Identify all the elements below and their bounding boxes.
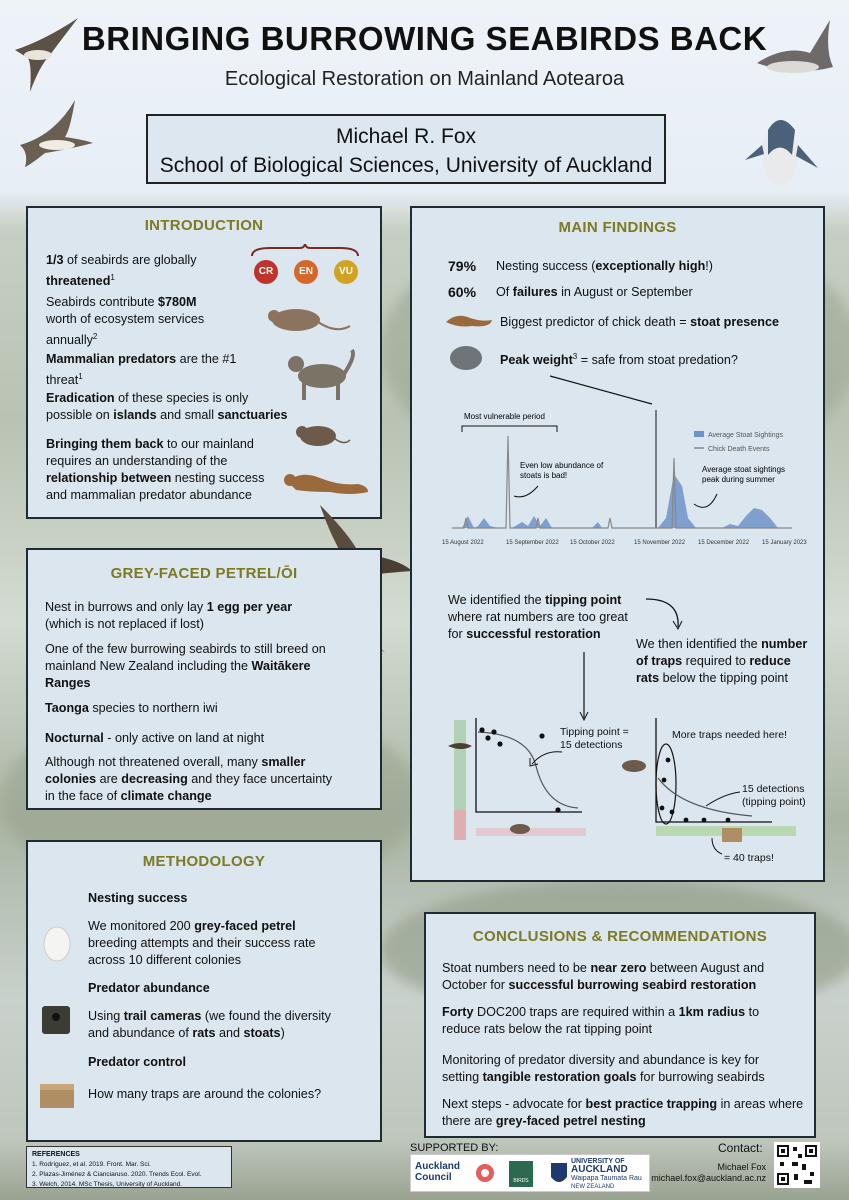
petrel-flying-illustration [15, 95, 95, 170]
petrel-swimming-illustration [755, 15, 835, 80]
contact-details: Michael Fox michael.fox@auckland.ac.nz [651, 1162, 766, 1183]
petrel-fact-egg: Nest in burrows and only lay 1 egg per year (which is not replaced if lost) [45, 600, 293, 631]
intro-point-eradication: Eradication of these species is only possible on islands and small sanctuaries [46, 391, 288, 422]
x-tick-label: 15 October 2022 [570, 540, 615, 546]
vulnerable-label: Most vulnerable period [464, 412, 545, 421]
references-box [26, 1146, 232, 1188]
sponsor-logos [410, 1154, 650, 1192]
intro-point-mainland: Bringing them back to our mainland requires an understanding of the relationship between nesting success and mammalian predator abundance [46, 437, 265, 502]
curved-arrow-icon [642, 593, 692, 633]
conclusion-traps: Forty DOC200 traps are required within a 1km radius to reduce rats below the rat tipping point [442, 1005, 760, 1036]
intro-point-predators: Mammalian predators are the #1 threat$^1$ [46, 352, 237, 388]
stat-failures: 60% [448, 284, 477, 300]
annotation-arrow [702, 788, 742, 810]
poster-subtitle: Ecological Restoration on Mainland Aotearoa [224, 68, 625, 90]
annotation-arrow [524, 748, 564, 772]
rat-icon [618, 756, 652, 776]
methodology-title: METHODOLOGY [142, 853, 266, 870]
author-affiliation: School of Biological Sciences, University of Auckland [159, 154, 653, 177]
methodology-panel [26, 840, 382, 1142]
rat-icon [508, 820, 538, 836]
x-tick-label: 15 January 2023 [762, 540, 807, 546]
stoat-icon [280, 462, 372, 502]
intro-point-value: Seabirds contribute $780M worth of ecosystem services annually$^2$ [46, 295, 205, 348]
introduction-panel [26, 206, 382, 519]
detections-label: 15 detections (tipping point) [742, 783, 806, 808]
legend-stoat: Average Stoat Sightings [708, 432, 783, 439]
poster-title: BRINGING BURROWING SEABIRDS BACK [81, 20, 768, 57]
author-name: Michael R. Fox [335, 125, 477, 148]
x-tick-label: 15 December 2022 [698, 540, 750, 546]
method-heading-predators: Predator abundance [88, 981, 210, 995]
stat-failures-label: Of failures in August or September [496, 285, 693, 299]
stoat-icon [442, 308, 494, 334]
cat-icon [286, 346, 358, 404]
traps-number-text: We then identified the number of traps required to reduce rats below the tipping point [636, 637, 808, 685]
x-tick-label: 15 November 2022 [634, 540, 686, 546]
method-nesting-text: We monitored 200 grey-faced petrel breeding attempts and their success rate across 10 different colonies [88, 919, 316, 967]
x-tick-label: 15 September 2022 [506, 540, 559, 546]
petrel-panel [26, 548, 382, 810]
contact-label: Contact: [718, 1141, 763, 1155]
mouse-icon [290, 418, 352, 452]
conclusions-panel [424, 912, 816, 1138]
conclusion-stoats: Stoat numbers need to be near zero between August and October for successful burrowing seabird restoration [442, 961, 765, 992]
bracket-icon [250, 244, 360, 258]
rat-icon [266, 300, 352, 340]
annotation-arrow [514, 486, 538, 497]
finding-stoat-predictor: Biggest predictor of chick death = stoat presence [500, 315, 779, 329]
stat-nesting-success: 79% [448, 258, 477, 274]
university-crest-icon [549, 1161, 569, 1187]
author-box [146, 114, 666, 184]
annotation-summer-2: peak during summer [702, 475, 775, 484]
qr-code-icon[interactable] [774, 1142, 820, 1188]
annotation-low-abundance-2: stoats is bad! [520, 471, 568, 480]
vulnerable-bracket [462, 426, 557, 432]
petrel-fact-mainland: One of the few burrowing seabirds to still breed on mainland New Zealand including the Waitākere Ranges [45, 642, 326, 690]
shearwater-illustration [10, 10, 80, 95]
findings-panel [410, 206, 825, 882]
badge-vu: VU [334, 260, 358, 284]
references-title: REFERENCES [32, 1151, 80, 1158]
method-control-text: How many traps are around the colonies? [88, 1087, 322, 1101]
egg-icon [42, 922, 72, 962]
annotation-arrow [694, 494, 717, 507]
supported-by-label: SUPPORTED BY: [410, 1142, 499, 1154]
method-heading-nesting: Nesting success [88, 891, 188, 905]
conclusion-monitoring: Monitoring of predator diversity and abundance is key for setting tangible restoration goals for burrowing seabirds [442, 1053, 765, 1084]
petrel-fact-decline: Although not threatened overall, many smaller colonies are decreasing and they face uncertainty in the face of climate change [45, 755, 333, 803]
failure-gradient [454, 810, 466, 840]
annotation-arrow [550, 376, 652, 404]
annotation-summer-1: Average stoat sightings [702, 465, 786, 474]
annotation-low-abundance-1: Even low abundance of [520, 461, 604, 470]
reference-1: 1. Rodríguez, et al. 2019. Front. Mar. Sci. [32, 1161, 151, 1168]
reference-3: 3. Welch, 2014. MSc Thesis, University of Auckland. [32, 1181, 183, 1188]
council-flower-icon [473, 1161, 497, 1185]
x-tick-label: 15 August 2022 [442, 540, 484, 546]
trap-box-icon [38, 1082, 76, 1110]
stat-nesting-success-label: Nesting success (exceptionally high!) [496, 259, 713, 273]
method-predator-text: Using trail cameras (we found the diversity and abundance of rats and stoats) [88, 1009, 331, 1040]
traps-count-label: = 40 traps! [724, 852, 774, 864]
auckland-council-logo: Auckland Council [415, 1161, 461, 1183]
trail-camera-icon [38, 1002, 74, 1038]
conclusions-title: CONCLUSIONS & RECOMMENDATIONS [472, 928, 768, 945]
badge-cr: CR [254, 260, 278, 284]
badge-en: EN [294, 260, 318, 284]
petrel-icon [446, 736, 474, 760]
success-gradient [454, 720, 466, 810]
petrel-title: GREY-FACED PETREL/ŌI [110, 565, 298, 582]
tipping-point-label: Tipping point = 15 detections [560, 726, 629, 751]
finding-peak-weight: Peak weight$^3$ = safe from stoat predation? [500, 352, 738, 368]
university-logo: UNIVERSITY OF AUCKLAND Waipapa Taumata Rau NEW ZEALAND [571, 1158, 642, 1190]
findings-title: MAIN FINDINGS [558, 219, 677, 236]
birds-logo: BIRDS [509, 1161, 533, 1187]
legend-death: Chick Death Events [708, 446, 770, 453]
little-penguin-illustration [740, 110, 820, 190]
introduction-title: INTRODUCTION [144, 217, 264, 234]
petrel-fact-nocturnal: Nocturnal - only active on land at night [45, 731, 265, 745]
tipping-point-text: We identified the tipping point where rat numbers are too great for successful restoration [448, 593, 628, 641]
conclusion-next-steps: Next steps - advocate for best practice trapping in areas where there are grey-faced petrel nesting [442, 1097, 804, 1128]
more-traps-label: More traps needed here! [672, 729, 787, 741]
intro-point-threatened: 1/3 of seabirds are globally threatened$^1$ [46, 253, 197, 289]
legend-swatch-stoat [694, 431, 704, 437]
petrel-fact-taonga: Taonga species to northern iwi [45, 701, 218, 715]
method-heading-control: Predator control [88, 1055, 186, 1069]
stoat-chick-chart [412, 368, 823, 548]
reference-2: 2. Plazas-Jiménez & Cianciaruso. 2020. Trends Ecol. Evol. [32, 1171, 202, 1178]
annotation-arrow [708, 836, 726, 858]
